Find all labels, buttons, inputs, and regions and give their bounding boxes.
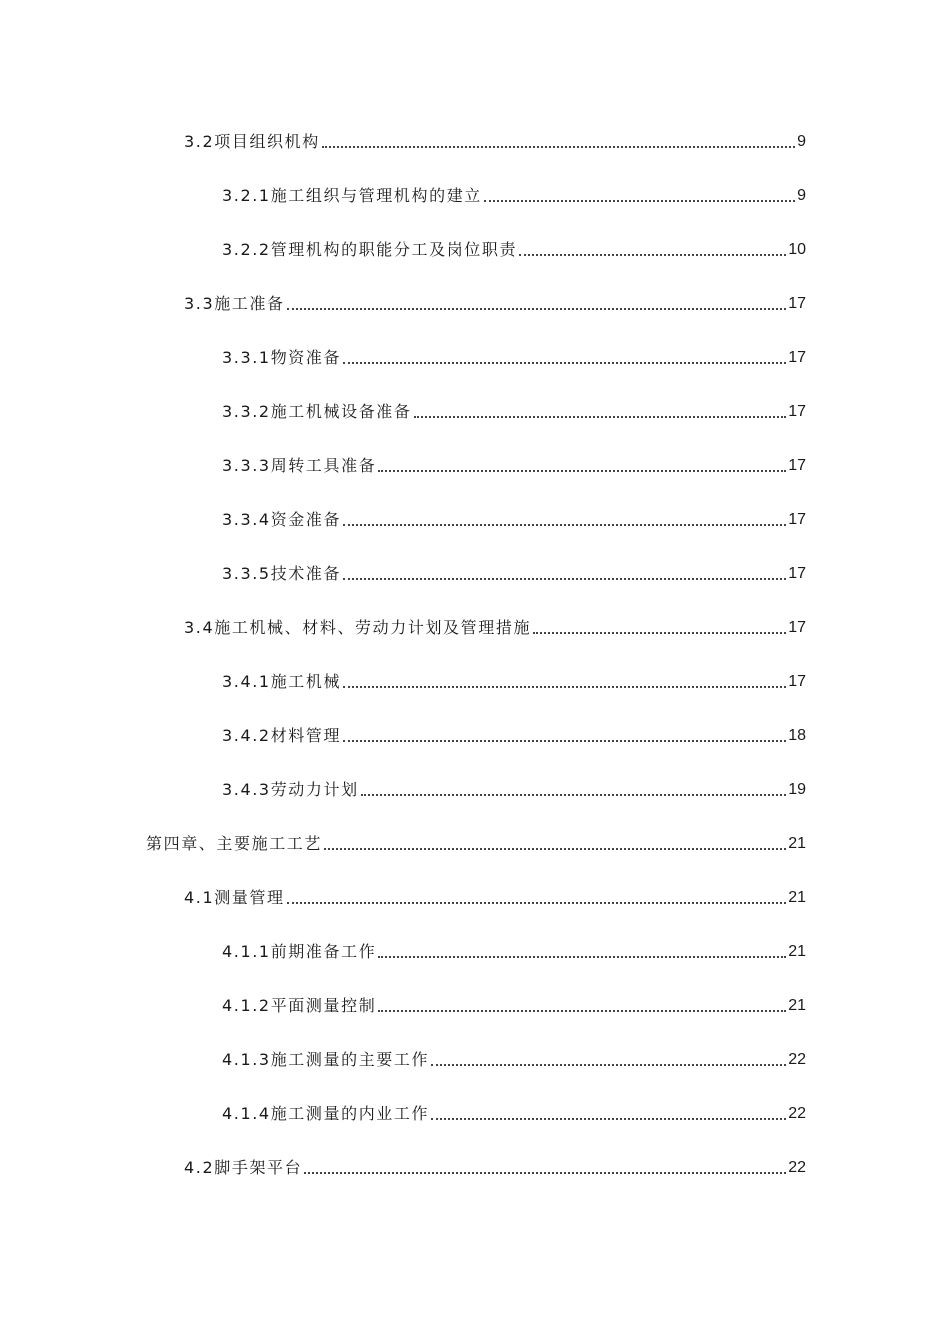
toc-dot-leader	[322, 146, 795, 148]
toc-entry-title: 3.3.1物资准备	[222, 348, 342, 367]
toc-dot-leader	[378, 956, 786, 958]
toc-entry[interactable]	[184, 1154, 806, 1178]
toc-dot-leader	[378, 470, 786, 472]
toc-entry[interactable]	[222, 722, 806, 746]
toc-dot-leader	[431, 1064, 786, 1066]
toc-page-number: 17	[788, 565, 806, 582]
toc-entry-title: 3.3.2施工机械设备准备	[222, 402, 412, 421]
toc-entry[interactable]	[222, 344, 806, 368]
toc-dot-leader	[519, 254, 786, 256]
toc-entry[interactable]	[222, 506, 806, 530]
toc-entry-title: 4.1.3施工测量的主要工作	[222, 1050, 430, 1069]
toc-entry-title: 3.2项目组织机构	[184, 132, 320, 151]
toc-entry-title: 3.4施工机械、材料、劳动力计划及管理措施	[184, 618, 532, 637]
toc-dot-leader	[343, 578, 786, 580]
toc-dot-leader	[414, 416, 787, 418]
toc-entry[interactable]	[222, 1100, 806, 1124]
toc-entry-title: 3.4.2材料管理	[222, 726, 342, 745]
toc-page-number: 17	[788, 673, 806, 690]
toc-dot-leader	[533, 632, 786, 634]
toc-dot-leader	[287, 308, 787, 310]
toc-entry[interactable]	[184, 128, 806, 152]
toc-page-number: 21	[788, 943, 806, 960]
toc-page-number: 9	[797, 187, 806, 204]
toc-entry-title: 4.1测量管理	[184, 888, 285, 907]
toc-entry-title: 第四章、主要施工工艺	[146, 834, 323, 853]
toc-dot-leader	[484, 200, 795, 202]
toc-entry-title: 3.4.1施工机械	[222, 672, 342, 691]
toc-dot-leader	[361, 794, 786, 796]
toc-entry-title: 3.3.5技术准备	[222, 564, 342, 583]
toc-entry[interactable]	[222, 398, 806, 422]
toc-dot-leader	[304, 1172, 786, 1174]
toc-entry[interactable]	[222, 938, 806, 962]
toc-page-number: 21	[788, 835, 806, 852]
toc-page-number: 9	[797, 133, 806, 150]
toc-entry-title: 4.1.4施工测量的内业工作	[222, 1104, 430, 1123]
toc-entry[interactable]	[184, 884, 806, 908]
toc-entry-title: 4.1.2平面测量控制	[222, 996, 377, 1015]
toc-dot-leader	[343, 362, 786, 364]
toc-entry-title: 3.2.1施工组织与管理机构的建立	[222, 186, 482, 205]
toc-page-number: 10	[788, 241, 806, 258]
toc-entry-title: 3.3.3周转工具准备	[222, 456, 377, 475]
toc-page-number: 17	[788, 349, 806, 366]
toc-entry[interactable]	[222, 668, 806, 692]
toc-entry-title: 4.2脚手架平台	[184, 1158, 303, 1177]
toc-page-number: 17	[788, 619, 806, 636]
toc-page-number: 18	[788, 727, 806, 744]
toc-entry-title: 3.3施工准备	[184, 294, 285, 313]
toc-page-number: 22	[788, 1159, 806, 1176]
toc-entry[interactable]	[222, 992, 806, 1016]
toc-entry[interactable]	[184, 614, 806, 638]
toc-dot-leader	[287, 902, 787, 904]
toc-dot-leader	[343, 524, 786, 526]
toc-page-number: 17	[788, 295, 806, 312]
toc-page-number: 21	[788, 889, 806, 906]
toc-dot-leader	[378, 1010, 786, 1012]
toc-dot-leader	[343, 686, 786, 688]
toc-entry[interactable]	[222, 452, 806, 476]
toc-entry[interactable]	[184, 290, 806, 314]
toc-page-number: 19	[788, 781, 806, 798]
toc-entry[interactable]	[222, 236, 806, 260]
toc-page-number: 17	[788, 403, 806, 420]
toc-entry[interactable]	[146, 830, 806, 854]
toc-dot-leader	[324, 848, 786, 850]
toc-entry[interactable]	[222, 560, 806, 584]
toc-entry-title: 3.4.3劳动力计划	[222, 780, 359, 799]
toc-page-number: 21	[788, 997, 806, 1014]
toc-dot-leader	[431, 1118, 786, 1120]
toc-page-number: 22	[788, 1105, 806, 1122]
toc-page-number: 17	[788, 457, 806, 474]
toc-page-number: 22	[788, 1051, 806, 1068]
toc-entry-title: 3.3.4资金准备	[222, 510, 342, 529]
toc-page-number: 17	[788, 511, 806, 528]
toc-entry-title: 3.2.2管理机构的职能分工及岗位职责	[222, 240, 518, 259]
toc-entry[interactable]	[222, 1046, 806, 1070]
toc-dot-leader	[343, 740, 786, 742]
toc-entry-title: 4.1.1前期准备工作	[222, 942, 377, 961]
toc-entry[interactable]	[222, 776, 806, 800]
toc-entry[interactable]	[222, 182, 806, 206]
